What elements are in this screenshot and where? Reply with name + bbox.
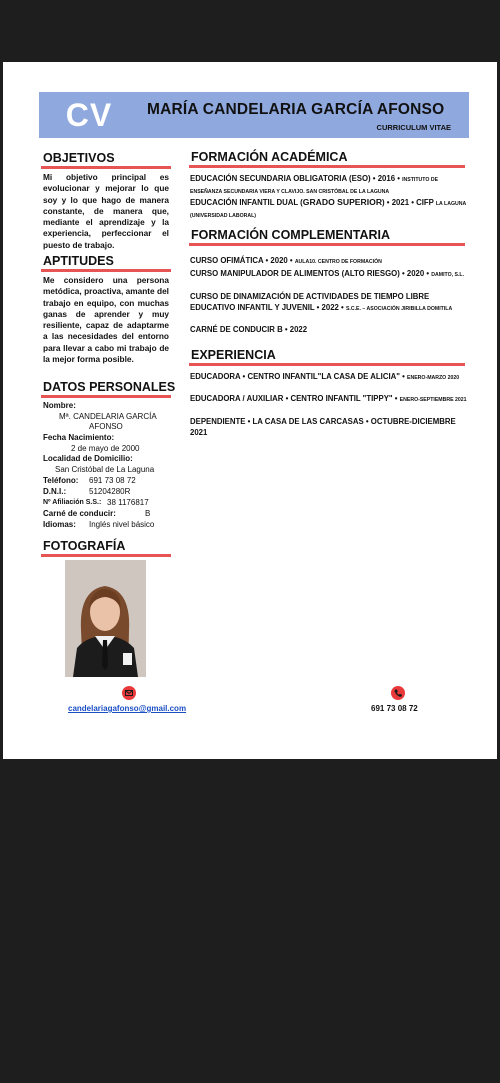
complementaria-item-detail: AULA10. CENTRO DE FORMACIÓN xyxy=(294,259,382,265)
complementaria-item-main: CURSO MANIPULADOR DE ALIMENTOS (ALTO RIESGO) • 2020 • xyxy=(190,269,432,278)
candidate-name: MARÍA CANDELARIA GARCÍA AFONSO xyxy=(147,101,445,118)
dni-label: D.N.I.: xyxy=(43,487,67,496)
cv-subtitle: CURRICULUM VITAE xyxy=(376,123,451,132)
cv-badge: CV xyxy=(39,92,139,138)
complementaria-item-detail: S.C.E. – ASOCIACIÓN JIRIBILLA DOMITILA xyxy=(345,305,453,312)
experiencia-item xyxy=(190,417,468,438)
experiencia-title: EXPERIENCIA xyxy=(191,348,276,362)
nombre-label: Nombre: xyxy=(43,401,76,410)
phone-icon xyxy=(391,686,405,700)
formacion-item-detail: INSTITUTO DE ENSEÑANZA SECUNDARIA VIERA Y CLAVIJO. SAN CRISTÓBAL DE LA LAGUNA xyxy=(190,177,439,195)
datos-title: DATOS PERSONALES xyxy=(43,380,176,394)
complementaria-item-main: CARNÉ DE CONDUCIR B • 2022 xyxy=(190,325,308,334)
fecha-label: Fecha Nacimiento: xyxy=(43,433,115,442)
datos-divider xyxy=(41,395,171,398)
fotografia-divider xyxy=(41,554,171,557)
complementaria-title: FORMACIÓN COMPLEMENTARIA xyxy=(191,228,391,242)
experiencia-item-main: EDUCADORA • CENTRO INFANTIL"LA CASA DE ALICIA" • xyxy=(190,372,408,381)
experiencia-item xyxy=(190,372,468,384)
complementaria-item-detail: DAMITO, S.L. xyxy=(431,272,465,278)
formacion-item-highlight: GRADO SUPERIOR xyxy=(302,197,383,207)
aptitudes-divider xyxy=(41,269,171,272)
experiencia-item-main: DEPENDIENTE • LA CASA DE LAS CARCASAS • OCTUBRE-DICIEMBRE 2021 xyxy=(190,417,456,437)
experiencia-item-main: EDUCADORA / AUXILIAR • CENTRO INFANTIL "TIPPY" • xyxy=(190,394,400,403)
objetivos-text: Mi objetivo principal es evolucionar y mejorar lo que soy y lo que hago de manera constante, de manera que, mediante el aprendizaje y la experiencia, perfeccionar el puesto de trabajo. xyxy=(43,172,169,250)
afiliacion-label: Nº Afiliación S.S.: xyxy=(43,499,102,506)
formacion-item-main: EDUCACIÓN SECUNDARIA OBLIGATORIA (ESO) • 2016 • xyxy=(190,174,403,183)
complementaria-item-main: CURSO DE DINAMIZACIÓN DE ACTIVIDADES DE TIEMPO LIBRE EDUCATIVO INFANTIL Y JUVENIL • 2022 • xyxy=(190,292,430,312)
email-icon xyxy=(122,686,136,700)
idiomas-value: Inglés nivel básico xyxy=(89,520,155,529)
experiencia-item-detail: ENERO-MARZO 2020 xyxy=(407,375,460,381)
cv-page xyxy=(3,62,497,759)
fotografia-title: FOTOGRAFÍA xyxy=(43,539,126,553)
complementaria-item xyxy=(190,269,468,281)
experiencia-divider xyxy=(189,363,465,366)
formacion-item-main: ) • 2021 • CIFP xyxy=(382,198,436,207)
formacion-item-main: EDUCACIÓN INFANTIL DUAL ( xyxy=(190,198,303,207)
formacion-title: FORMACIÓN ACADÉMICA xyxy=(191,150,348,164)
complementaria-item xyxy=(190,325,468,336)
localidad-value: San Cristóbal de La Laguna xyxy=(55,465,155,474)
complementaria-item-main: CURSO OFIMÁTICA • 2020 • xyxy=(190,256,295,265)
profile-photo xyxy=(65,560,146,677)
carne-label: Carné de conducir: xyxy=(43,509,116,518)
idiomas-label: Idiomas: xyxy=(43,520,76,529)
carne-value: B xyxy=(145,509,151,518)
aptitudes-text: Me considero una persona metódica, proactiva, amante del trabajo en equipo, con muchas ganas de aprender y muy resiliente, capaz de adaptarme a las necesidades del entorno para llevar a cabo mi trabajo de la mejor forma posible. xyxy=(43,275,169,365)
formacion-item-detail: LA LAGUNA (UNIVERSIDAD LABORAL) xyxy=(190,201,467,219)
fecha-value: 2 de mayo de 2000 xyxy=(71,444,140,453)
email-link[interactable]: candelariagafonso@gmail.com xyxy=(68,704,187,713)
experiencia-item xyxy=(190,394,468,406)
complementaria-divider xyxy=(189,243,465,246)
complementaria-item xyxy=(190,292,468,314)
formacion-item xyxy=(190,174,468,197)
formacion-item xyxy=(190,197,468,221)
dni-value: 51204280R xyxy=(89,487,131,496)
aptitudes-title: APTITUDES xyxy=(43,254,114,268)
nombre-line1: Mª. CANDELARIA GARCÍA xyxy=(59,412,157,421)
objetivos-title: OBJETIVOS xyxy=(43,151,115,165)
objetivos-divider xyxy=(41,166,171,169)
telefono-value: 691 73 08 72 xyxy=(89,476,136,485)
complementaria-item xyxy=(190,256,468,268)
phone-number: 691 73 08 72 xyxy=(371,704,418,713)
cv-header xyxy=(39,92,469,138)
telefono-label: Teléfono: xyxy=(43,476,79,485)
formacion-divider xyxy=(189,165,465,168)
experiencia-item-detail: ENERO-SEPTIEMBRE 2021 xyxy=(399,397,467,403)
afiliacion-value: 38 1176817 xyxy=(107,498,149,507)
nombre-line2: AFONSO xyxy=(89,422,123,431)
localidad-label: Localidad de Domicilio: xyxy=(43,454,133,463)
